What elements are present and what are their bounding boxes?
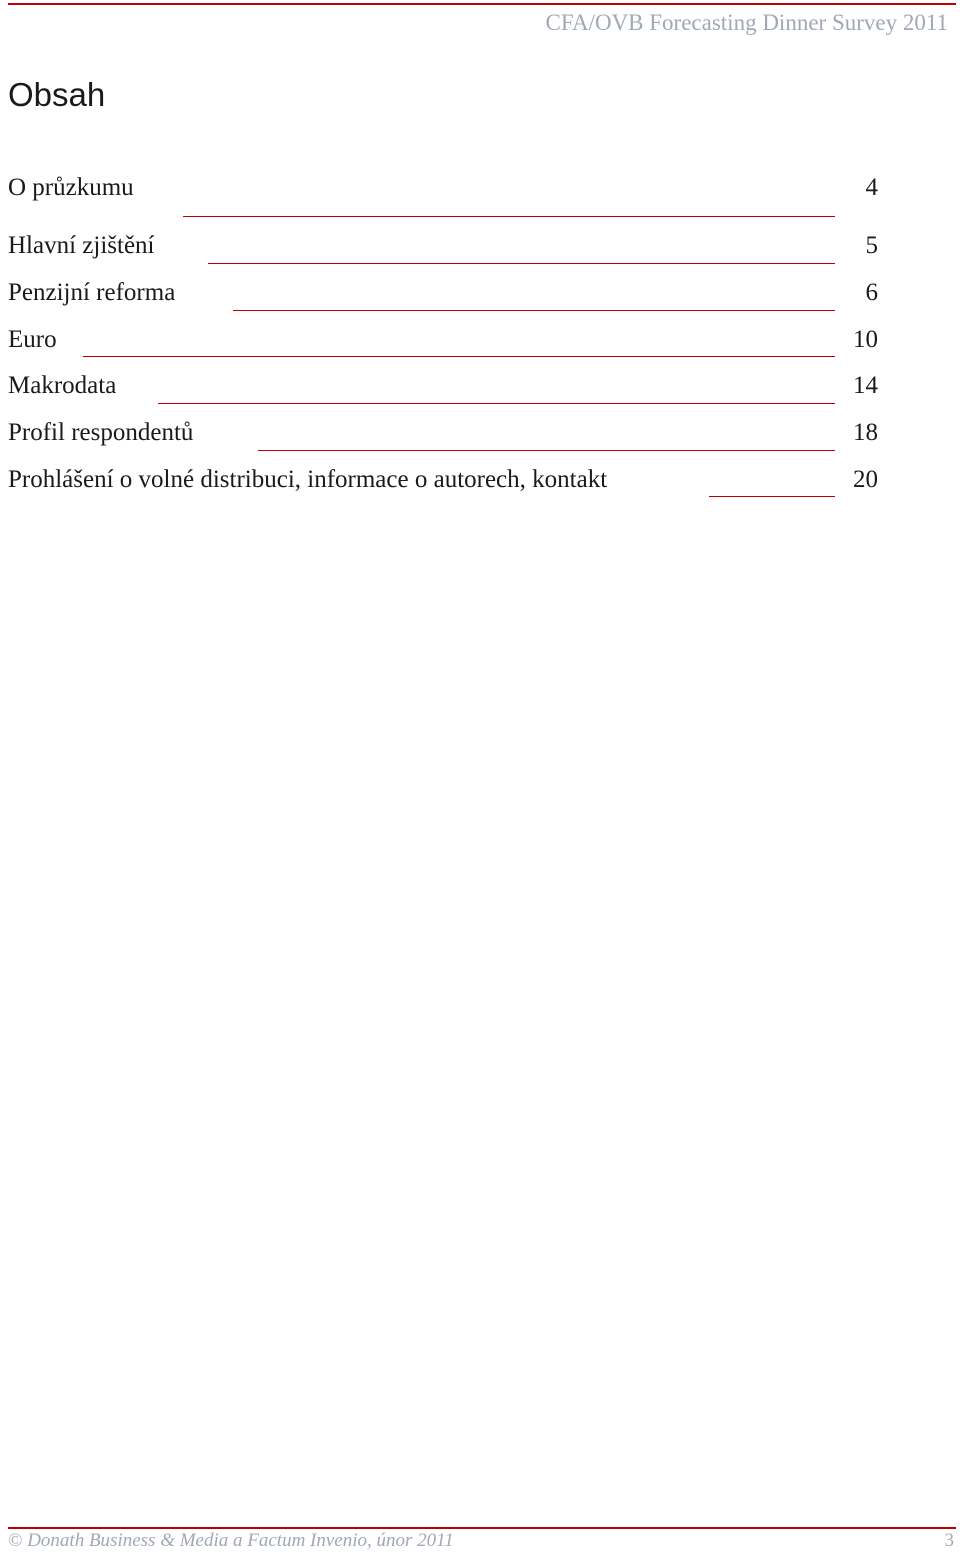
toc-entry-penzijni-reforma[interactable] (8, 279, 878, 319)
footer-credits-text: Donath Business & Media a Factum Invenio, únor 2011 (27, 1530, 454, 1551)
header-rule (8, 3, 956, 5)
toc-entry-prohlaseni[interactable] (8, 466, 878, 506)
toc-entry-o-pruzkumu[interactable] (8, 174, 878, 214)
toc-entry-euro[interactable] (8, 326, 878, 366)
toc-leader-line (158, 403, 835, 404)
footer-rule (8, 1527, 956, 1529)
toc-entry-label: Makrodata (8, 372, 117, 399)
toc-entry-label: Hlavní zjištění (8, 232, 155, 259)
toc-entry-page: 4 (865, 174, 878, 201)
toc-entry-hlavni-zjisteni[interactable] (8, 232, 878, 272)
toc-leader-line (183, 216, 835, 217)
toc-entry-page: 10 (853, 326, 878, 353)
toc-entry-label: Penzijní reforma (8, 279, 176, 306)
toc-leader-line (709, 496, 835, 497)
header-title: CFA/OVB Forecasting Dinner Survey 2011 (545, 10, 948, 35)
footer-page-number: 3 (944, 1530, 954, 1551)
toc-entry-label: Euro (8, 326, 57, 353)
toc-entry-label: Prohlášení o volné distribuci, informace o autorech, kontakt (8, 466, 608, 493)
toc-entry-page: 14 (853, 372, 878, 399)
footer-credits (8, 1530, 454, 1552)
toc-leader-line (83, 356, 835, 357)
toc-leader-line (233, 310, 835, 311)
toc-entry-page: 18 (853, 419, 878, 446)
toc-entry-page: 20 (853, 466, 878, 493)
toc-entry-label: O průzkumu (8, 174, 134, 201)
toc-entry-page: 5 (865, 232, 878, 259)
toc-entry-page: 6 (865, 279, 878, 306)
toc-leader-line (258, 450, 835, 451)
toc-leader-line (208, 263, 835, 264)
toc-entry-label: Profil respondentů (8, 419, 194, 446)
toc-entry-makrodata[interactable] (8, 372, 878, 412)
toc-entry-profil-respondentu[interactable] (8, 419, 878, 459)
copyright-symbol: © (8, 1530, 23, 1551)
toc-title: Obsah (8, 76, 106, 113)
